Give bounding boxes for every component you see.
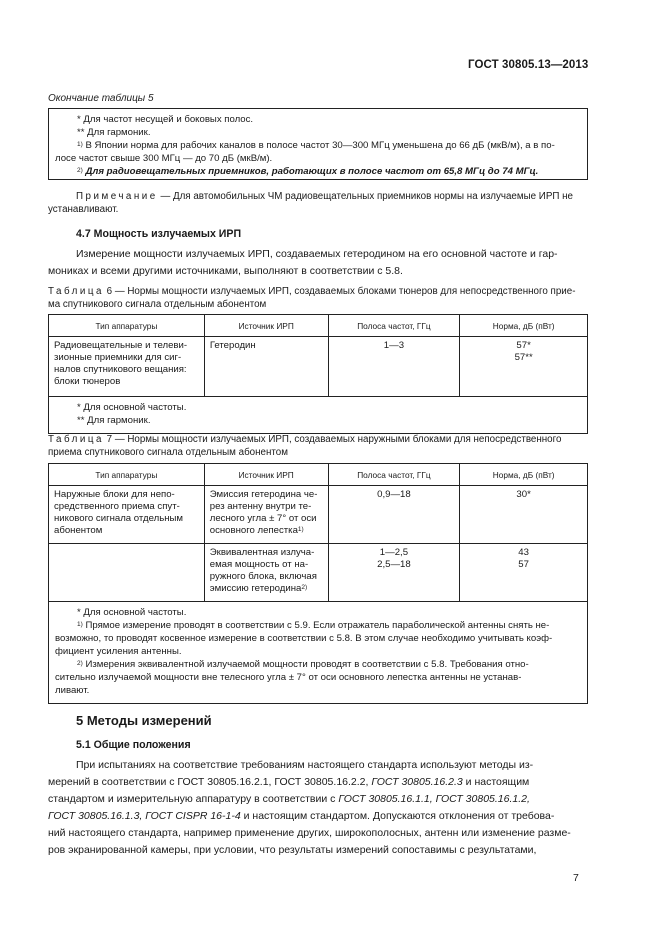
table5-footnotes-box [48, 108, 588, 180]
table5-footnote-3: $^{1)}$ В Японии норма для рабочих каналов в полосе частот 30—300 МГц уменьшена до 66 дБ (мкВ/м), а в по- [77, 140, 555, 151]
standard-header: ГОСТ 30805.13—2013 [468, 59, 589, 71]
section-5-1-heading: 5.1 Общие положения [76, 739, 191, 751]
table5-footnote-3-cont: лосе частот свыше 300 МГц — до 70 дБ (мкВ/м). [55, 153, 273, 164]
table7-row2-band: 1—2,5 2,5—18 [328, 544, 460, 602]
table6-header-type: Тип аппаратуры [49, 315, 205, 337]
table7-row1-band: 0,9—18 [328, 486, 460, 544]
table7-row1-norm: 30* [460, 486, 588, 544]
table6-header-source: Источник ИРП [204, 315, 328, 337]
table7-row2-source: Эквивалентная излуча- емая мощность от на- ружного блока, включая эмиссию гетеродина$^{2)}$ [204, 544, 328, 602]
table7-header-source: Источник ИРП [204, 464, 328, 486]
section-5-1-paragraph: При испытаниях на соответствие требованиям настоящего стандарта используют методы из- мерений в соответствии с ГОСТ 30805.16.2.1, ГОСТ 30805.16.2.2, ГОСТ 30805.16.2.3 и настоящим стандартом и измерительную аппаратуру в соответствии с ГОСТ 30805.16.1.1, ГОСТ 30805.16.1.2, ГОСТ 30805.16.1.3, ГОСТ CISPR 16-1-4 и настоящим стандартом. Допускаются отклонения от требова- ний настоящего стандарта, например применение других, широкополосных, антенн или изменение разме- ров экранированной камеры, при условии, что результаты измерений сопоставимы с результатами, [48, 759, 571, 856]
table7-header-norm: Норма, дБ (пВт) [460, 464, 588, 486]
section-4-7-heading: 4.7 Мощность излучаемых ИРП [76, 228, 242, 240]
table6-cell-source: Гетеродин [204, 337, 328, 397]
table6-cell-type: Радиовещательные и телеви- зионные приемники для сиг- налов спутникового вещания: блоки тюнеров [49, 337, 205, 397]
table7-header-band: Полоса частот, ГГц [328, 464, 460, 486]
table6-footnotes-row [49, 397, 588, 434]
table6-header-norm: Норма, дБ (пВт) [460, 315, 588, 337]
table7-footnote-1: * Для основной частоты. [77, 607, 187, 618]
section-4-7-paragraph: Измерение мощности излучаемых ИРП, создаваемых гетеродином на его основной частоте и гар- мониках и всеми другими источниками, выполняют в соответствии с 5.8. [48, 248, 558, 277]
page-number: 7 [573, 872, 579, 884]
table7-row2-norm: 43 57 [460, 544, 588, 602]
table-row [49, 337, 588, 397]
table6 [48, 314, 588, 434]
table-row [49, 544, 588, 602]
table5-footnote-1: * Для частот несущей и боковых полос. [77, 114, 254, 125]
table7-row1-source: Эмиссия гетеродина че- рез антенну внутри те- лесного угла ± 7° от оси основного лепестка$^{1)}$ [204, 486, 328, 544]
table5-footnote-2: ** Для гармоник. [77, 127, 151, 138]
table6-cell-norm: 57* 57** [460, 337, 588, 397]
note-label: Примечание [76, 191, 158, 202]
table7-footnotes-row: * Для основной частоты. $^{1)}$ Прямое измерение проводят в соответствии с 5.9. Если отражатель параболической антенны снять не- возможно, то проводят косвенное измерение в соответствии с 5.8. В этом случае необходимо учитывать коэф- фициент усиления антенны. $^{2)}$ Измерения эквивалентной излучаемой мощности проводят в соответствии с 5.8. Требования отно- сительно излучаемой мощности вне телесного угла ± 7° от оси основного лепестка антенны не устанав- ливают. [49, 602, 588, 704]
table7-footnote-2: $^{1)}$ Прямое измерение проводят в соответствии с 5.9. Если отражатель параболической антенны снять не- [77, 620, 550, 631]
section-5-heading: 5 Методы измерений [76, 713, 212, 728]
table7 [48, 463, 588, 704]
note-text: — Для автомобильных ЧМ радиовещательных приемников нормы на излучаемые ИРП не [157, 191, 574, 202]
table6-caption: Таблица 6 — Нормы мощности излучаемых ИРП, создаваемых блоками тюнеров для непосредственного прие- ма спутникового сигнала отдельным абонентом [48, 286, 576, 310]
table6-header-row [49, 315, 588, 337]
table6-footnote-1: * Для основной частоты. [77, 402, 187, 413]
table7-caption: Таблица 7 — Нормы мощности излучаемых ИРП, создаваемых наружными блоками для непосредственного приема спутникового сигнала отдельным абонентом [48, 434, 562, 458]
table6-cell-band: 1—3 [328, 337, 460, 397]
table7-footnote-3: $^{2)}$ Измерения эквивалентной излучаемой мощности проводят в соответствии с 5.8. Требования отно- [77, 659, 529, 670]
table6-footnote-2: ** Для гармоник. [77, 415, 151, 426]
table5-continuation-caption: Окончание таблицы 5 [48, 93, 154, 104]
table5-footnote-4: $^{2)}$ Для радиовещательных приемников, работающих в полосе частот от 65,8 МГц до 74 МГц. [77, 166, 539, 177]
table7-header-type: Тип аппаратуры [49, 464, 205, 486]
table7-header-row [49, 464, 588, 486]
table7-row1-type: Наружные блоки для непо- средственного приема спут- никового сигнала отдельным абонентом [49, 486, 205, 544]
note-text-cont: устанавливают. [48, 204, 119, 215]
table7-row2-type [49, 544, 205, 602]
note [48, 190, 588, 216]
table-row [49, 486, 588, 544]
table6-header-band: Полоса частот, ГГц [328, 315, 460, 337]
